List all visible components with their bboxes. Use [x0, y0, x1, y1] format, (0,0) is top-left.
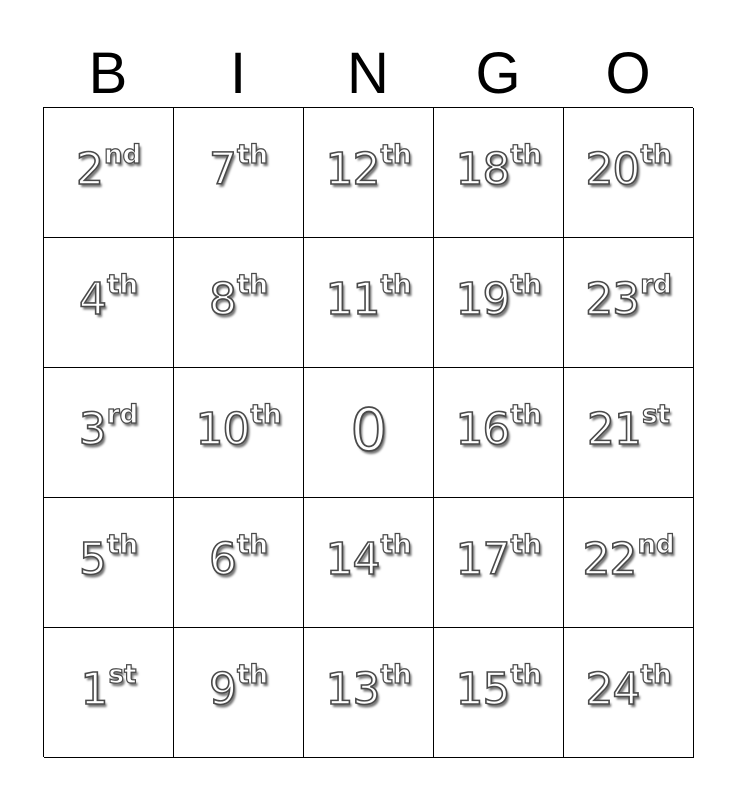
bingo-cell[interactable] — [434, 628, 564, 758]
header-letter-n: N — [347, 41, 389, 106]
cell-suffix: th — [640, 659, 672, 690]
cell-number: 2 — [75, 144, 103, 195]
cell-number: 10 — [195, 404, 250, 455]
header-letter-o: O — [605, 41, 651, 106]
bingo-cell[interactable] — [174, 238, 304, 368]
bingo-header — [43, 42, 693, 106]
cell-number: 21 — [587, 404, 642, 455]
bingo-grid — [43, 107, 693, 757]
bingo-cell[interactable] — [174, 368, 304, 498]
cell-suffix: nd — [103, 139, 142, 170]
cell-suffix: nd — [637, 529, 675, 560]
bingo-cell[interactable] — [304, 108, 434, 238]
cell-number: 12 — [325, 144, 380, 195]
bingo-cell[interactable] — [434, 108, 564, 238]
cell-number: 20 — [585, 144, 640, 195]
bingo-cell[interactable] — [44, 238, 174, 368]
cell-suffix: st — [642, 399, 670, 430]
cell-suffix: th — [237, 139, 268, 170]
cell-suffix: th — [107, 529, 138, 560]
cell-suffix: th — [640, 139, 672, 170]
bingo-cell[interactable] — [564, 498, 694, 628]
bingo-cell[interactable] — [564, 108, 694, 238]
cell-number: 15 — [455, 664, 510, 715]
cell-number: 9 — [209, 664, 237, 715]
cell-number: 16 — [455, 404, 510, 455]
cell-number: 22 — [582, 534, 637, 585]
cell-number: 5 — [79, 534, 107, 585]
cell-number: 17 — [455, 534, 510, 585]
header-letter-g: G — [475, 41, 521, 106]
bingo-cell[interactable] — [44, 628, 174, 758]
cell-number: 7 — [209, 144, 237, 195]
cell-number: 19 — [455, 274, 510, 325]
bingo-cell[interactable] — [304, 498, 434, 628]
bingo-cell[interactable] — [564, 238, 694, 368]
bingo-cell[interactable] — [434, 498, 564, 628]
cell-number: 3 — [78, 404, 106, 455]
cell-suffix: th — [510, 139, 542, 170]
cell-number: 4 — [79, 274, 107, 325]
cell-number: 6 — [209, 534, 237, 585]
cell-number: 23 — [585, 274, 640, 325]
cell-suffix: th — [380, 529, 412, 560]
cell-suffix: rd — [640, 269, 672, 300]
bingo-cell[interactable] — [564, 628, 694, 758]
cell-suffix: th — [510, 269, 542, 300]
cell-number: 11 — [325, 274, 380, 325]
cell-suffix: th — [510, 529, 542, 560]
cell-suffix: th — [510, 399, 542, 430]
cell-number: 0 — [350, 395, 387, 464]
cell-number: 18 — [455, 144, 510, 195]
cell-number: 8 — [209, 274, 237, 325]
cell-number: 13 — [325, 664, 380, 715]
header-letter-b: B — [88, 41, 128, 106]
bingo-cell[interactable] — [44, 498, 174, 628]
cell-suffix: th — [380, 659, 412, 690]
cell-suffix: th — [237, 659, 268, 690]
bingo-cell[interactable] — [44, 108, 174, 238]
cell-number: 14 — [325, 534, 380, 585]
bingo-cell[interactable] — [174, 628, 304, 758]
bingo-cell[interactable] — [304, 628, 434, 758]
cell-number: 24 — [585, 664, 640, 715]
bingo-cell[interactable] — [44, 368, 174, 498]
bingo-cell-center[interactable] — [304, 368, 434, 498]
bingo-cell[interactable] — [564, 368, 694, 498]
bingo-cell[interactable] — [434, 368, 564, 498]
bingo-cell[interactable] — [174, 498, 304, 628]
bingo-cell[interactable] — [434, 238, 564, 368]
cell-suffix: rd — [106, 399, 139, 430]
cell-suffix: st — [108, 659, 137, 690]
cell-suffix: th — [237, 269, 268, 300]
cell-suffix: th — [237, 529, 268, 560]
cell-number: 1 — [80, 664, 108, 715]
cell-suffix: th — [380, 269, 412, 300]
cell-suffix: th — [107, 269, 138, 300]
bingo-cell[interactable] — [304, 238, 434, 368]
cell-suffix: th — [510, 659, 542, 690]
bingo-cell[interactable] — [174, 108, 304, 238]
cell-suffix: th — [250, 399, 282, 430]
cell-suffix: th — [380, 139, 412, 170]
header-letter-i: I — [229, 41, 247, 106]
